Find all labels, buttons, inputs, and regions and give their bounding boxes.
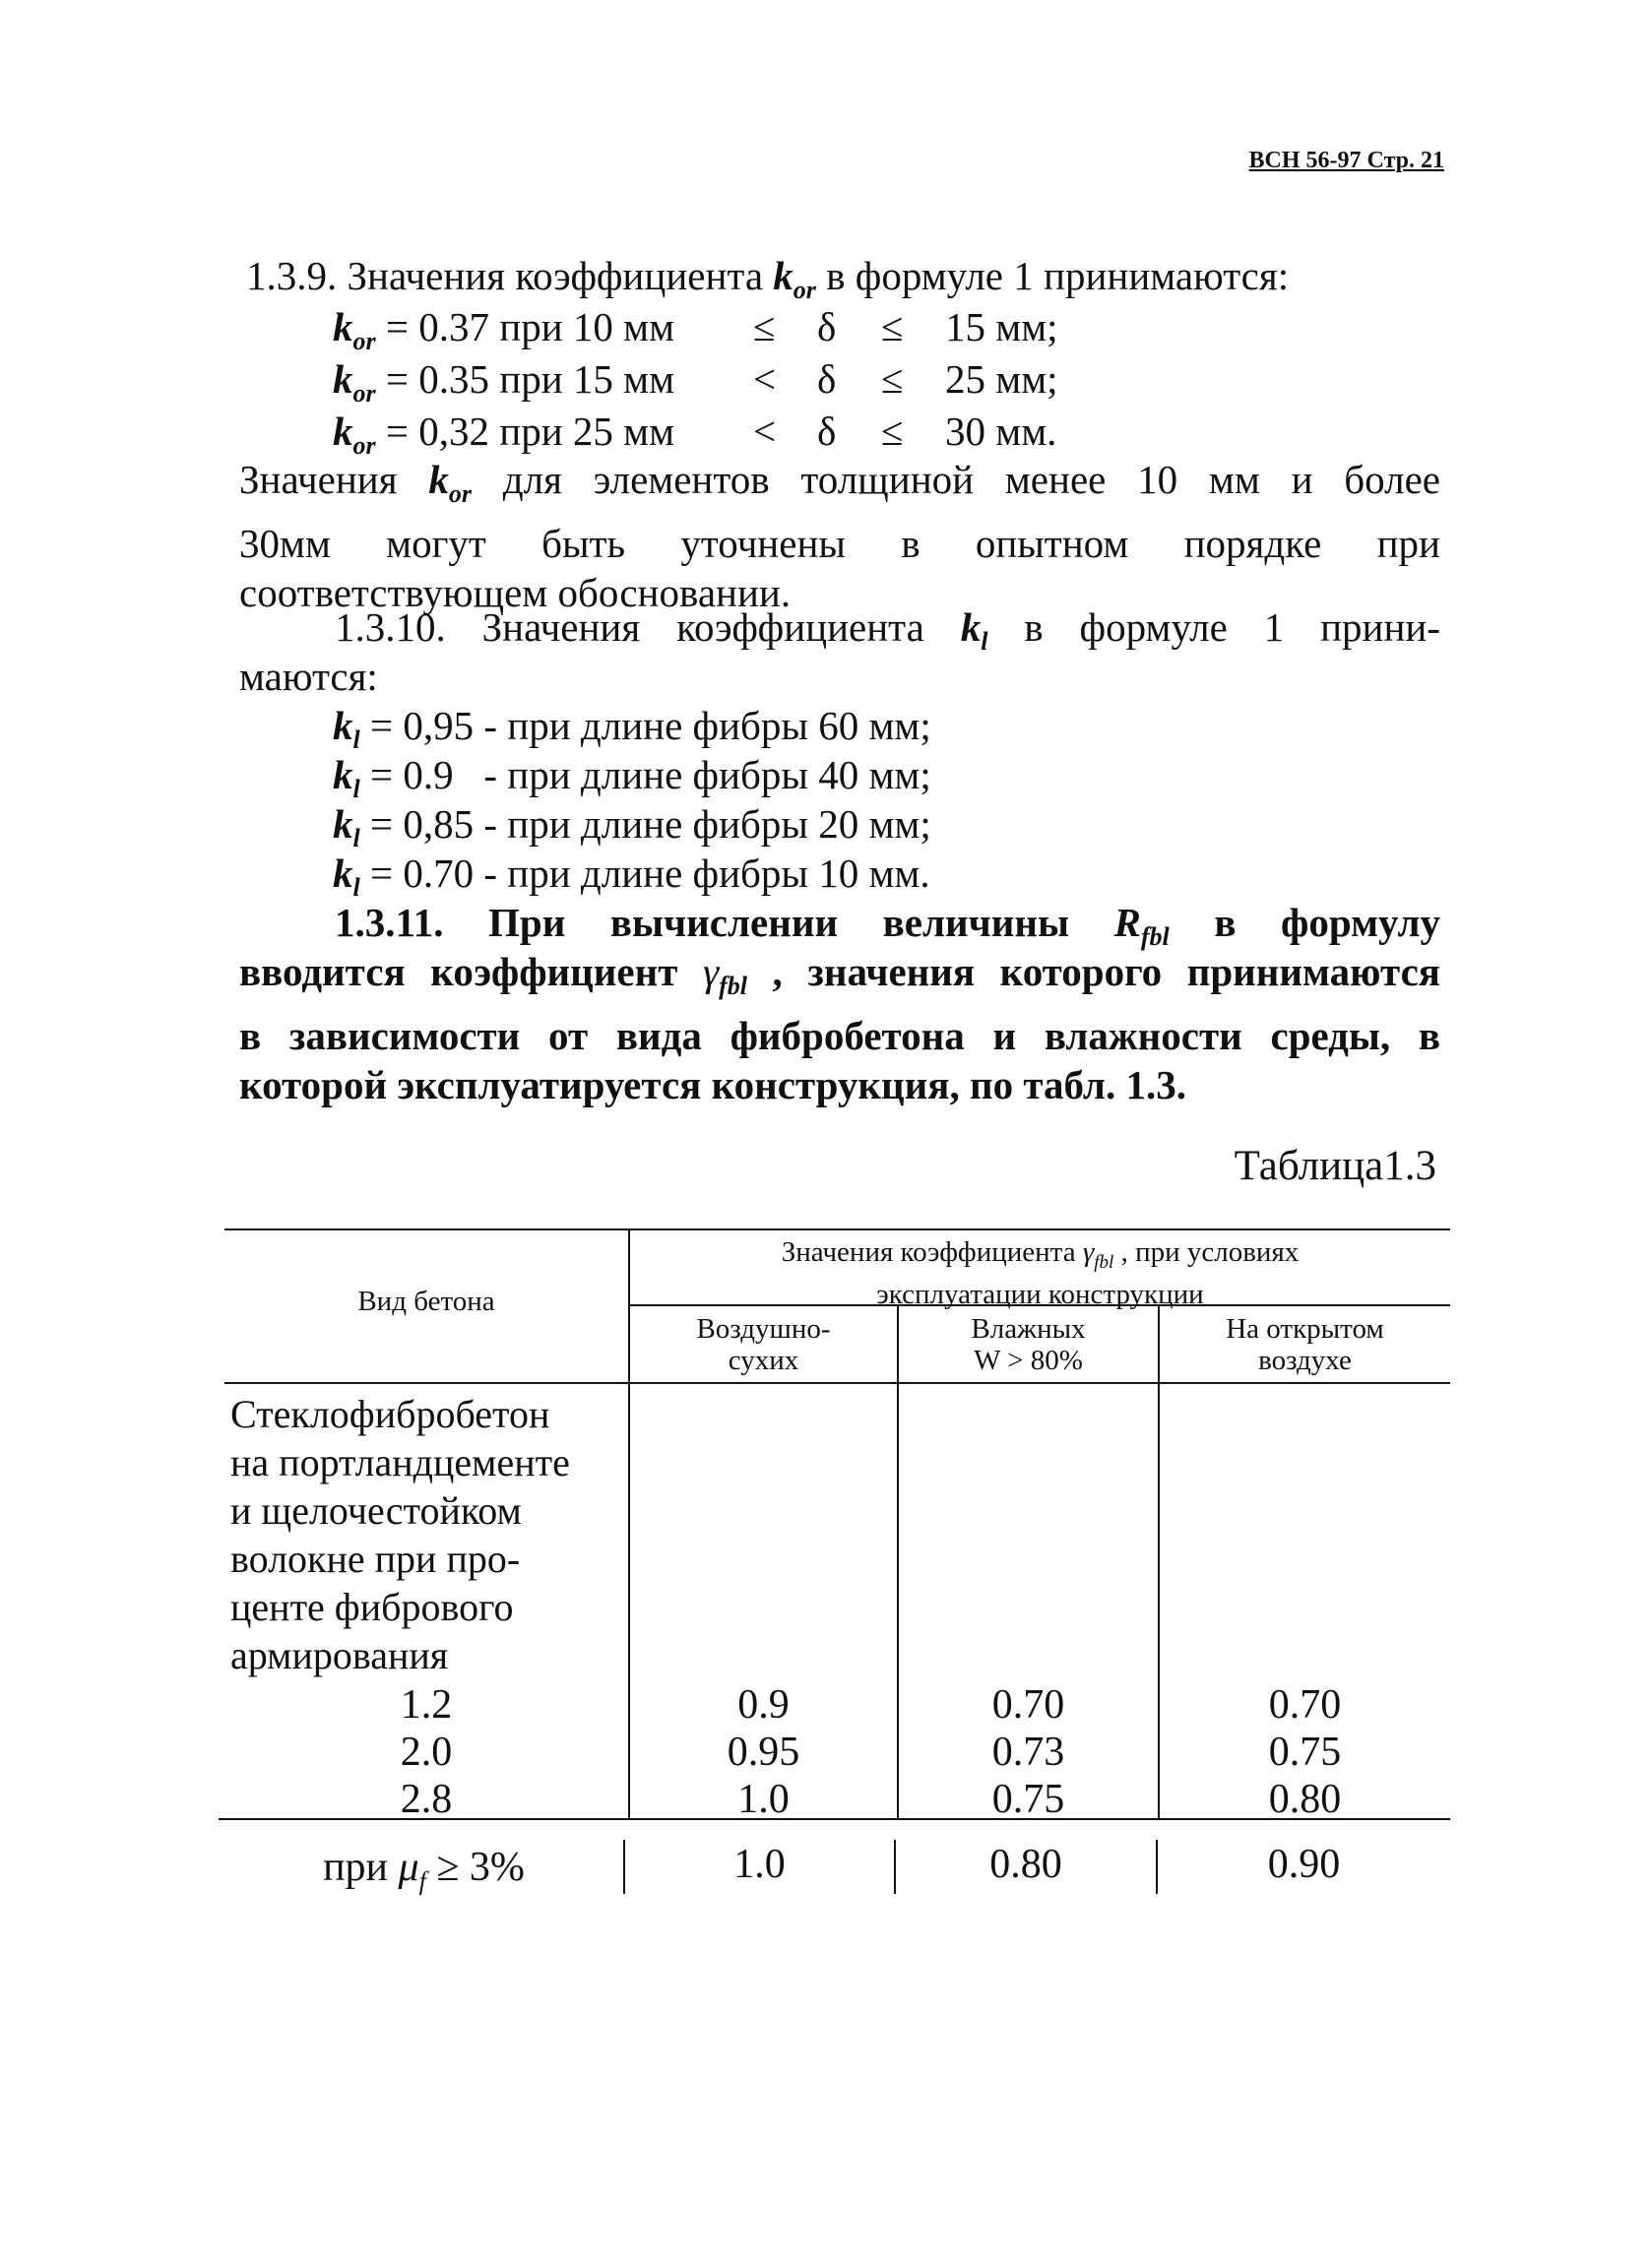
k-or-row-end: 30 мм. (945, 409, 1057, 454)
table-cell: 1.0 (733, 1842, 786, 1887)
table-row-pct: 1.2 (400, 1682, 453, 1728)
para-1-3-11-rest (239, 947, 1440, 1109)
table-row-pct: 2.0 (400, 1730, 453, 1775)
delta-symbol: δ (817, 304, 837, 349)
table-cell: 0.9 (737, 1682, 790, 1728)
table-1-3 (224, 1228, 1450, 1937)
para-1-3-10-line2: маются: (239, 654, 378, 699)
para-line: вводится коэффициент $\gamma_{fbl}$ , значения которого принимаются (239, 949, 1440, 1001)
intro-text-end: в формуле 1 принимаются: (815, 253, 1290, 298)
table-cell: 0.73 (991, 1730, 1065, 1775)
table-cell: 0.80 (1268, 1777, 1342, 1822)
relation-symbol: < (753, 356, 777, 402)
footer-row-label: при $\mu_f \ge 3\%$ (323, 1845, 525, 1896)
para-line: в зависимости от вида фибробетона и влажности среды, в (239, 1013, 1440, 1059)
header-bottom-rule (224, 1382, 1450, 1384)
table-cell: 0.80 (989, 1842, 1062, 1887)
k-l-row: $k_l = 0.70$ - при длине фибры 10 мм. (333, 850, 930, 903)
relation-symbol: < (753, 409, 777, 454)
table-cell: 0.90 (1267, 1842, 1341, 1887)
table-cell: 0.70 (991, 1682, 1065, 1728)
k-or-row-end: 15 мм; (945, 304, 1058, 349)
table-caption: Таблица1.3 (1234, 1143, 1436, 1189)
table-cell: 0.70 (1268, 1682, 1342, 1728)
k-or-symbol: $k_{or}$ (773, 253, 816, 305)
table-row-pct: 2.8 (400, 1777, 453, 1822)
relation-symbol: ≤ (881, 409, 904, 454)
relation-symbol: ≤ (753, 304, 776, 349)
sub-header-humid: Влажных W > 80% (971, 1313, 1086, 1376)
k-l-row: $k_l = 0,85$ - при длине фибры 20 мм; (333, 801, 931, 853)
para-line: которой эксплуатируется конструкция, по табл. 1.3. (239, 1062, 1186, 1108)
relation-symbol: ≤ (881, 356, 904, 402)
delta-symbol: δ (817, 356, 837, 402)
table-cell: 0.95 (727, 1730, 800, 1775)
note-line: соответствующем обосновании. (239, 570, 792, 616)
sub-header-air-dry: Воздушно- сухих (696, 1313, 831, 1376)
delta-symbol: δ (817, 409, 837, 454)
k-or-row: $k_{or} = 0.35$ при 15 мм (333, 356, 675, 409)
table-cell: 0.75 (991, 1777, 1065, 1822)
page-header: ВСН 56-97 Стр. 21 (1248, 148, 1444, 173)
material-description: Стеклофибробетон на портландцементе и щелочестойком волокне при про- центе фибрового армирования (230, 1392, 570, 1677)
para-1-3-11-line1: 1.3.11. При вычислении величины $R_{fbl}$ в формулу (335, 900, 1440, 952)
sub-header-outdoor: На открытом воздухе (1226, 1313, 1384, 1376)
note-line: Значения $k_{or}$ для элементов толщиной менее 10 мм и более (239, 457, 1440, 509)
group-header: Значения коэффициента $\gamma_{fbl}$ , при условиях эксплуатации конструкции (781, 1236, 1300, 1310)
k-l-row: $k_l = 0.9$ - при длине фибры 40 мм; (333, 752, 931, 804)
intro-text: 1.3.9. Значения коэффициента (246, 253, 774, 298)
k-or-row-end: 25 мм; (945, 356, 1058, 402)
table-cell: 1.0 (737, 1777, 790, 1822)
k-or-row: $k_{or} = 0,32$ при 25 мм (333, 409, 675, 461)
k-or-note (239, 455, 1440, 617)
table-top-rule (224, 1228, 1450, 1230)
relation-symbol: ≤ (881, 304, 904, 349)
col-header-concrete-type: Вид бетона (357, 1286, 495, 1317)
k-l-row: $k_l = 0,95$ - при длине фибры 60 мм; (333, 703, 931, 755)
k-or-row: $k_{or} = 0.37$ при 10 мм (333, 304, 675, 356)
para-1-3-10-line1: 1.3.10. Значения коэффициента $k_l$ в формуле 1 прини- (335, 604, 1440, 657)
note-line: 30мм могут быть уточнены в опытном порядке при (239, 521, 1440, 567)
table-cell: 0.75 (1268, 1730, 1342, 1775)
